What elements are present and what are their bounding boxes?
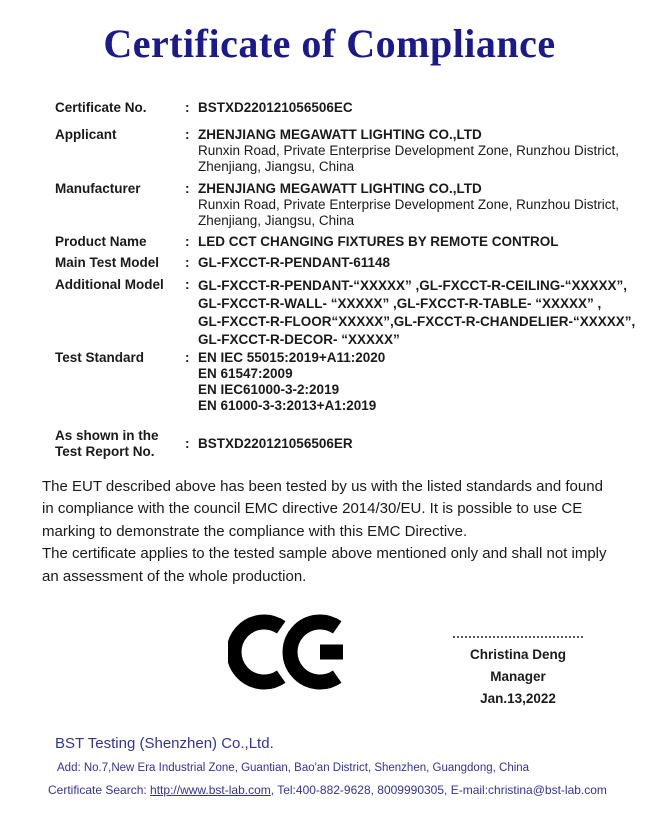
additional-model-value	[198, 277, 641, 349]
manufacturer-label: Manufacturer	[55, 181, 141, 196]
footer-company-name: BST Testing (Shenzhen) Co.,Ltd.	[55, 735, 274, 752]
statement-line: an assessment of the whole production.	[42, 567, 307, 585]
colon: :	[185, 127, 190, 142]
test-report-label	[55, 428, 185, 460]
additional-model-line: GL-FXCCT-R-WALL- “XXXXX” ,GL-FXCCT-R-TABLE- “XXXXX” ,	[198, 296, 602, 311]
field-manufacturer	[55, 181, 641, 229]
manufacturer-name: ZHENJIANG MEGAWATT LIGHTING CO.,LTD	[198, 181, 482, 196]
additional-model-line: GL-FXCCT-R-PENDANT-“XXXXX” ,GL-FXCCT-R-CEILING-“XXXXX”,	[198, 278, 628, 293]
colon: :	[185, 181, 190, 196]
colon: :	[185, 277, 190, 292]
test-standard-line: EN 61000-3-3:2013+A1:2019	[198, 398, 377, 413]
statement-line: marking to demonstrate the compliance with this EMC Directive.	[42, 522, 468, 540]
additional-model-line: GL-FXCCT-R-FLOOR“XXXXX”,GL-FXCCT-R-CHANDELIER-“XXXXX”,	[198, 314, 636, 329]
statement-line: The EUT described above has been tested by us with the listed standards and found	[42, 478, 603, 495]
applicant-label: Applicant	[55, 127, 117, 142]
test-report-label-line1: As shown in the	[55, 428, 159, 443]
colon: :	[185, 255, 190, 270]
compliance-statement	[42, 476, 641, 588]
colon: :	[185, 436, 190, 451]
signature-block	[448, 636, 588, 710]
test-report-label-line2: Test Report No.	[55, 444, 155, 459]
test-report-value: BSTXD220121056506ER	[198, 436, 353, 451]
test-standard-line: EN 61547:2009	[198, 366, 293, 381]
field-certificate-no	[55, 100, 641, 116]
fields-section	[55, 100, 641, 460]
ce-mark-icon	[228, 613, 352, 696]
applicant-address-line2: Zhenjiang, Jiangsu, China	[198, 159, 355, 174]
signatory-role: Manager	[490, 669, 546, 684]
test-standard-line: EN IEC 55015:2019+A11:2020	[198, 350, 386, 365]
manufacturer-value	[198, 181, 641, 229]
applicant-name: ZHENJIANG MEGAWATT LIGHTING CO.,LTD	[198, 127, 482, 142]
product-name-value: LED CCT CHANGING FIXTURES BY REMOTE CONTROL	[198, 234, 559, 249]
certificate-no-value: BSTXD220121056506EC	[198, 100, 353, 115]
statement-line: in compliance with the council EMC directive 2014/30/EU. It is possible to use CE	[42, 500, 583, 518]
signature-date: Jan.13,2022	[480, 691, 556, 706]
footer-contact-info: , Tel:400-882-9628, 8009990305, E-mail:christina@bst-lab.com	[270, 783, 607, 797]
field-test-report	[55, 428, 641, 460]
statement-line: The certificate applies to the tested sample above mentioned only and shall not imply	[42, 545, 607, 563]
manufacturer-address-line1: Runxin Road, Private Enterprise Development Zone, Runzhou District,	[198, 197, 619, 212]
certificate-search-link[interactable]: http://www.bst-lab.com	[150, 783, 271, 797]
footer-search-line	[48, 783, 659, 798]
certificate-no-label: Certificate No.	[55, 100, 147, 115]
field-product-name	[55, 234, 641, 250]
colon: :	[185, 100, 190, 115]
field-applicant	[55, 127, 641, 175]
field-main-test-model	[55, 255, 641, 271]
additional-model-label: Additional Model	[55, 277, 164, 292]
applicant-address-line1: Runxin Road, Private Enterprise Development Zone, Runzhou District,	[198, 143, 619, 158]
manufacturer-address-line2: Zhenjiang, Jiangsu, China	[198, 213, 355, 228]
footer-address: Add: No.7,New Era Industrial Zone, Guantian, Bao'an District, Shenzhen, Guangdong, China	[57, 762, 530, 774]
main-test-model-value: GL-FXCCT-R-PENDANT-61148	[198, 255, 391, 270]
field-test-standard	[55, 350, 641, 414]
signature-dotted-line	[453, 636, 583, 638]
main-test-model-label: Main Test Model	[55, 255, 160, 270]
certificate-search-label: Certificate Search:	[48, 783, 151, 797]
field-additional-model	[55, 277, 641, 349]
test-standard-label: Test Standard	[55, 350, 145, 365]
footer	[0, 735, 659, 798]
applicant-value	[198, 127, 641, 175]
product-name-label: Product Name	[55, 234, 147, 249]
colon: :	[185, 350, 190, 365]
colon: :	[185, 234, 190, 249]
page-title: Certificate of Compliance	[103, 21, 556, 66]
test-standard-value	[198, 350, 641, 414]
test-standard-line: EN IEC61000-3-2:2019	[198, 382, 340, 397]
additional-model-line: GL-FXCCT-R-DECOR- “XXXXX”	[198, 332, 400, 347]
signatory-name: Christina Deng	[469, 647, 566, 662]
